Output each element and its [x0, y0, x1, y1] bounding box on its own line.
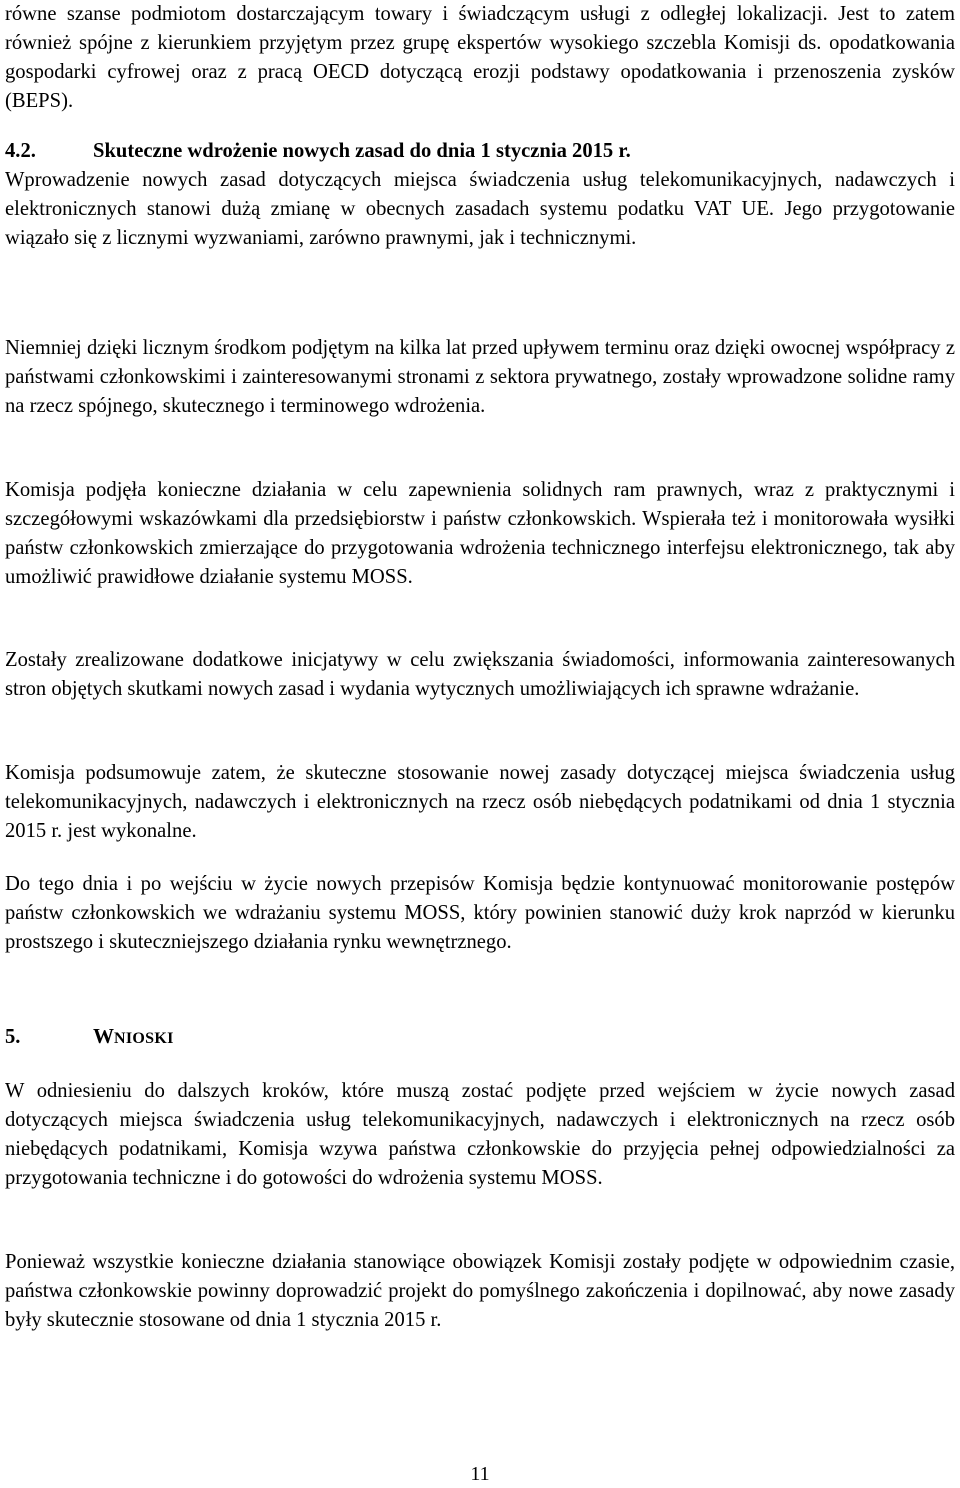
- section-heading-4-2: [5, 137, 631, 166]
- section-number: 4.2.: [5, 140, 36, 162]
- section-title-initial: W: [93, 1024, 114, 1048]
- page-number: 11: [470, 1463, 490, 1485]
- paragraph-intro-continued: równe szanse podmiotom dostarczającym towary i świadczącym usługi z odległej lokalizacji. Jest to zatem również spójne z kierunkiem przyjętym przez grupę ekspertów wysokiego szczebla Komisji ds. opodatkowania gospodarki cyfrowej oraz z pracą OECD dotyczącą erozji podstawy opodatkowania i przenoszenia zysków (BEPS).: [5, 3, 955, 112]
- paragraph: Ponieważ wszystkie konieczne działania stanowiące obowiązek Komisji zostały podjęte w odpowiednim czasie, państwa członkowskie powinny doprowadzić projekt do pomyślnego zakończenia i dopilnować, aby nowe zasady były skutecznie stosowane od dnia 1 stycznia 2015 r.: [5, 1251, 955, 1331]
- section-title: Skuteczne wdrożenie nowych zasad do dnia 1 stycznia 2015 r.: [93, 140, 631, 162]
- paragraph: W odniesieniu do dalszych kroków, które muszą zostać podjęte przed wejściem w życie nowych zasad dotyczących miejsca świadczenia usług telekomunikacyjnych, nadawczych i elektronicznych na rzecz osób niebędących podatnikami, Komisja wzywa państwa członkowskie do przyjęcia pełnej odpowiedzialności za przygotowania techniczne i do gotowości do wdrożenia systemu MOSS.: [5, 1080, 955, 1189]
- paragraph: Do tego dnia i po wejściu w życie nowych przepisów Komisja będzie kontynuować monitorowanie postępów państw członkowskich we wdrażaniu systemu MOSS, który powinien stanowić duży krok naprzód w kierunku prostszego i skuteczniejszego działania rynku wewnętrznego.: [5, 873, 955, 953]
- paragraph: Wprowadzenie nowych zasad dotyczących miejsca świadczenia usług telekomunikacyjnych, nadawczych i elektronicznych stanowi dużą zmianę w obecnych zasadach systemu podatku VAT UE. Jego przygotowanie wiązało się z licznymi wyzwaniami, zarówno prawnymi, jak i technicznymi.: [5, 169, 955, 249]
- paragraph: Komisja podsumowuje zatem, że skuteczne stosowanie nowej zasady dotyczącej miejsca świadczenia usług telekomunikacyjnych, nadawczych i elektronicznych na rzecz osób niebędących podatnikami od dnia 1 stycznia 2015 r. jest wykonalne.: [5, 762, 955, 842]
- paragraph: Komisja podjęła konieczne działania w celu zapewnienia solidnych ram prawnych, wraz z praktycznymi i szczegółowymi wskazówkami dla przedsiębiorstw i państw członkowskich. Wspierała też i monitorowała wysiłki państw członkowskich zmierzające do przygotowania wdrożenia technicznego interfejsu elektronicznego, tak aby umożliwić prawidłowe działanie systemu MOSS.: [5, 479, 955, 588]
- section-number: 5.: [5, 1026, 21, 1048]
- paragraph: Zostały zrealizowane dodatkowe inicjatywy w celu zwiększania świadomości, informowania zainteresowanych stron objętych skutkami nowych zasad i wydania wytycznych umożliwiających ich sprawne wdrażanie.: [5, 649, 955, 700]
- section-heading-5: [5, 1022, 174, 1053]
- section-title-rest: NIOSKI: [114, 1030, 174, 1047]
- paragraph: Niemniej dzięki licznym środkom podjętym na kilka lat przed upływem terminu oraz dzięki owocnej współpracy z państwami członkowskimi i zainteresowanymi stronami z sektora prywatnego, zostały wprowadzone solidne ramy na rzecz spójnego, skutecznego i terminowego wdrożenia.: [5, 337, 955, 417]
